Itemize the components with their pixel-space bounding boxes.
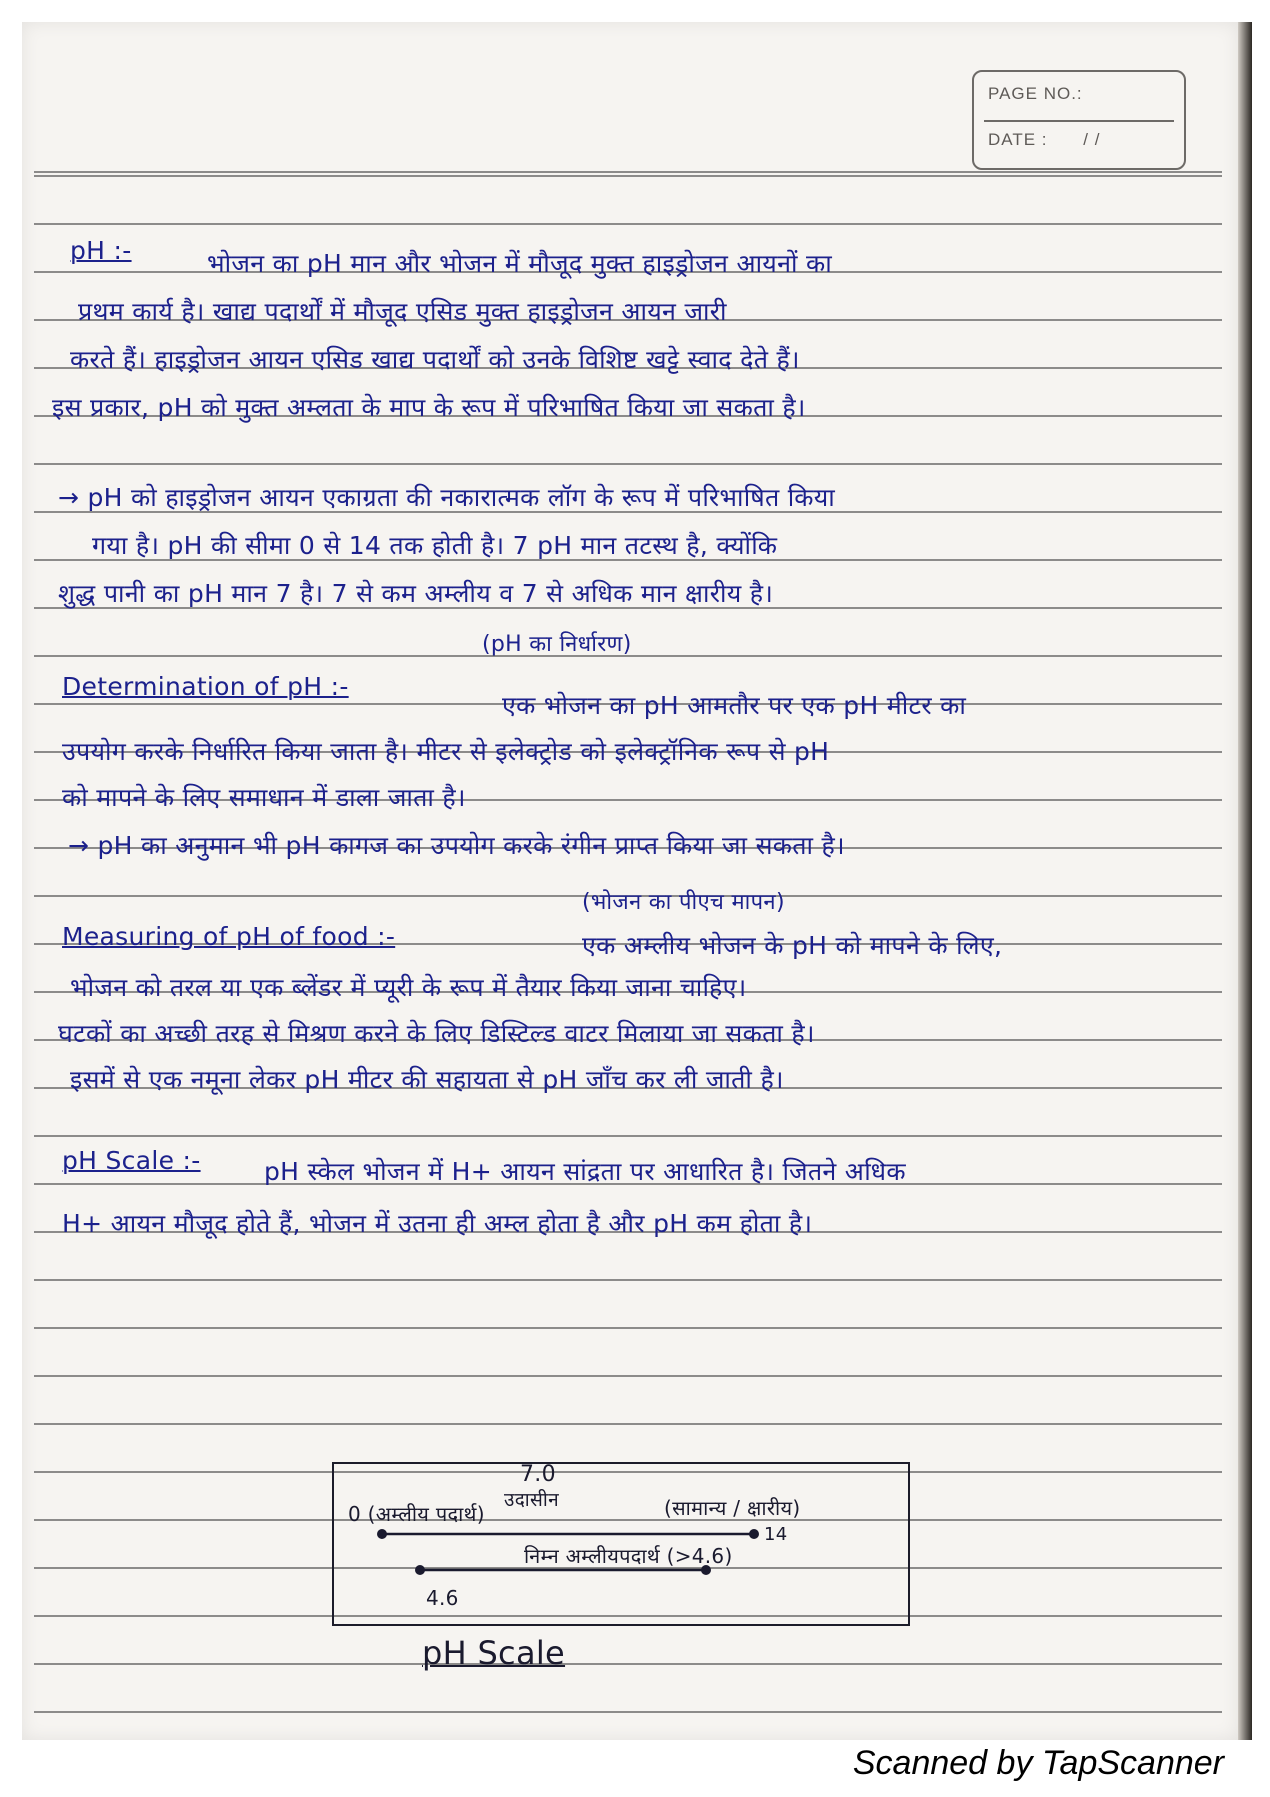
measuring-line-4: इसमें से एक नमूना लेकर pH मीटर की सहायता से pH जाँच कर ली जाती है।: [70, 1065, 784, 1094]
measuring-subtitle: (भोजन का पीएच मापन): [582, 890, 785, 915]
ph-line-1: भोजन का pH मान और भोजन में मौजूद मुक्त हाइड्रोजन आयनों का: [207, 249, 832, 278]
ph-line-3: करते हैं। हाइड्रोजन आयन एसिड खाद्य पदार्थों को उनके विशिष्ट खट्टे स्वाद देते हैं।: [70, 345, 800, 374]
page-date-box: [972, 70, 1186, 170]
page-edge: [1238, 22, 1252, 1740]
date-value: / /: [1083, 130, 1101, 149]
scale-14-label: 14: [764, 1524, 788, 1545]
determination-subtitle: (pH का निर्धारण): [482, 632, 632, 657]
low-acid-label: निम्न अम्लीयपदार्थ (>4.6): [524, 1544, 733, 1568]
ph-def-line-3: शुद्ध पानी का pH मान 7 है। 7 से कम अम्लीय व 7 से अधिक मान क्षारीय है।: [58, 579, 774, 608]
determination-line-3: को मापने के लिए समाधान में डाला जाता है।: [62, 783, 466, 812]
scale-start-dot: [377, 1529, 387, 1539]
scale-heading: pH Scale :-: [62, 1146, 201, 1175]
determination-line-2: उपयोग करके निर्धारित किया जाता है। मीटर से इलेक्ट्रोड को इलेक्ट्रॉनिक रूप से pH: [62, 737, 830, 766]
ph-line-4: इस प्रकार, pH को मुक्त अम्लता के माप के रूप में परिभाषित किया जा सकता है।: [52, 393, 806, 422]
low-acid-start-dot: [415, 1565, 425, 1575]
ph-line-2: प्रथम कार्य है। खाद्य पदार्थों में मौजूद एसिड मुक्त हाइड्रोजन आयन जारी: [78, 297, 727, 326]
acidic-label: 0 (अम्लीय पदार्थ): [348, 1502, 485, 1526]
alkaline-label: (सामान्य / क्षारीय): [664, 1496, 801, 1520]
measuring-line-2: भोजन को तरल या एक ब्लेंडर में प्यूरी के रूप में तैयार किया जाना चाहिए।: [70, 973, 747, 1002]
diagram-caption: pH Scale: [422, 1634, 566, 1672]
scale-46-label: 4.6: [426, 1586, 459, 1610]
date-label-text: DATE :: [988, 130, 1048, 149]
neutral-label: उदासीन: [504, 1489, 559, 1511]
scale-line-1: pH स्केल भोजन में H+ आयन सांद्रता पर आधारित है। जितने अधिक: [264, 1157, 906, 1186]
measuring-line-3: घटकों का अच्छी तरह से मिश्रण करने के लिए डिस्टिल्ड वाटर मिलाया जा सकता है।: [58, 1019, 815, 1048]
determination-line-1: एक भोजन का pH आमतौर पर एक pH मीटर का: [502, 691, 967, 720]
scanner-watermark: Scanned by TapScanner: [852, 1744, 1224, 1782]
notebook-page: [22, 22, 1238, 1740]
ph-scale-diagram: [332, 1462, 910, 1626]
determination-heading: Determination of pH :-: [62, 672, 349, 701]
determination-line-4: → pH का अनुमान भी pH कागज का उपयोग करके रंगीन प्राप्त किया जा सकता है।: [68, 831, 845, 860]
date-box-divider: [984, 120, 1174, 122]
page-no-label: PAGE NO.:: [988, 84, 1083, 103]
ph-def-line-1: → pH को हाइड्रोजन आयन एकाग्रता की नकारात्मक लॉग के रूप में परिभाषित किया: [58, 483, 835, 512]
neutral-value-label: 7.0: [520, 1462, 556, 1487]
ph-def-line-2: गया है। pH की सीमा 0 से 14 तक होती है। 7 pH मान तटस्थ है, क्योंकि: [92, 531, 778, 560]
date-label: [988, 130, 1100, 150]
measuring-line-1: एक अम्लीय भोजन के pH को मापने के लिए,: [582, 931, 1003, 960]
ph-heading: pH :-: [70, 236, 132, 265]
scale-line-2: H+ आयन मौजूद होते हैं, भोजन में उतना ही अम्ल होता है और pH कम होता है।: [62, 1209, 813, 1238]
measuring-heading: Measuring of pH of food :-: [62, 922, 396, 951]
scale-end-dot: [749, 1529, 759, 1539]
